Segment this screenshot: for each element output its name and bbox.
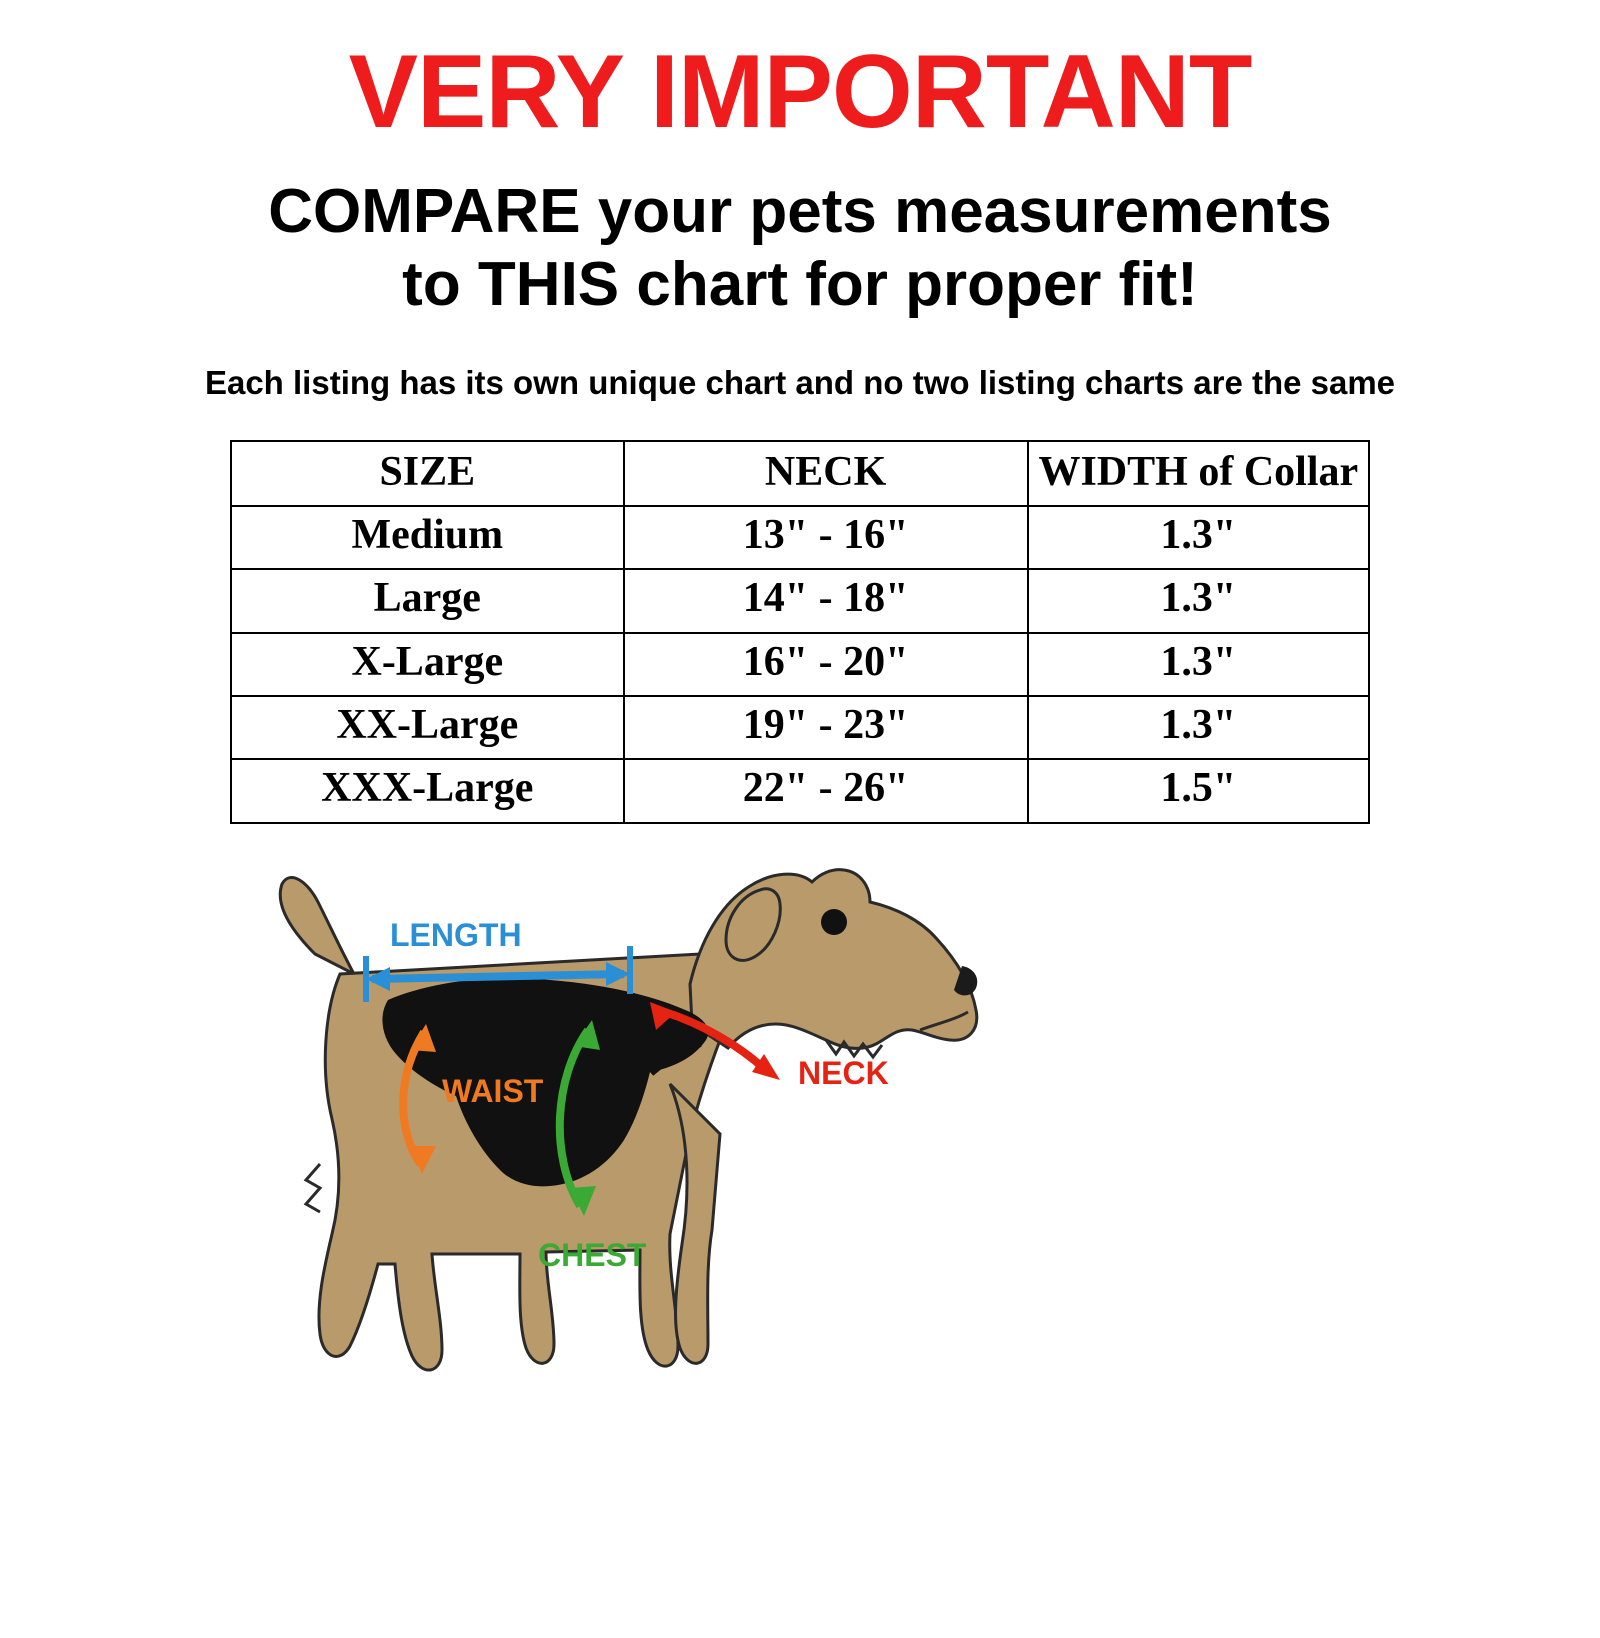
cell-neck: 19" - 23"	[624, 696, 1028, 759]
listing-note: Each listing has its own unique chart and no two listing charts are the same	[204, 363, 1396, 401]
size-table	[230, 440, 1370, 824]
cell-size: XXX-Large	[231, 759, 624, 822]
dog-measurement-illustration	[220, 834, 1380, 1474]
size-chart-page	[0, 34, 1600, 1638]
cell-size: XX-Large	[231, 696, 624, 759]
cell-width: 1.3"	[1028, 569, 1369, 632]
cell-size: Large	[231, 569, 624, 632]
dog-eye	[821, 909, 847, 935]
dog-fur-detail	[306, 1164, 320, 1212]
column-header-neck: NECK	[624, 441, 1028, 506]
length-arrow-line	[372, 974, 624, 979]
table-row	[231, 506, 1369, 569]
table-row	[231, 633, 1369, 696]
subheading-line-1: COMPARE your pets measurements	[268, 177, 1332, 247]
waist-label: WAIST	[442, 1072, 544, 1109]
length-label: LENGTH	[390, 916, 522, 953]
table-header-row	[231, 441, 1369, 506]
cell-neck: 14" - 18"	[624, 569, 1028, 632]
subheading	[0, 175, 1600, 321]
cell-width: 1.3"	[1028, 506, 1369, 569]
subheading-line-2: to THIS chart for proper fit!	[402, 250, 1198, 320]
neck-label: NECK	[798, 1054, 889, 1091]
dog-figure	[280, 869, 977, 1369]
cell-neck: 22" - 26"	[624, 759, 1028, 822]
chest-label: CHEST	[538, 1236, 647, 1273]
cell-neck: 16" - 20"	[624, 633, 1028, 696]
cell-size: Medium	[231, 506, 624, 569]
cell-width: 1.3"	[1028, 633, 1369, 696]
dog-tail	[280, 877, 354, 974]
cell-width: 1.5"	[1028, 759, 1369, 822]
measurement-diagram	[0, 834, 1600, 1474]
cell-width: 1.3"	[1028, 696, 1369, 759]
page-title: VERY IMPORTANT	[348, 34, 1252, 150]
cell-neck: 13" - 16"	[624, 506, 1028, 569]
table-row	[231, 696, 1369, 759]
table-row	[231, 759, 1369, 822]
column-header-size: SIZE	[231, 441, 624, 506]
table-row	[231, 569, 1369, 632]
size-table-wrapper	[230, 440, 1370, 824]
column-header-width: WIDTH of Collar	[1028, 441, 1369, 506]
cell-size: X-Large	[231, 633, 624, 696]
